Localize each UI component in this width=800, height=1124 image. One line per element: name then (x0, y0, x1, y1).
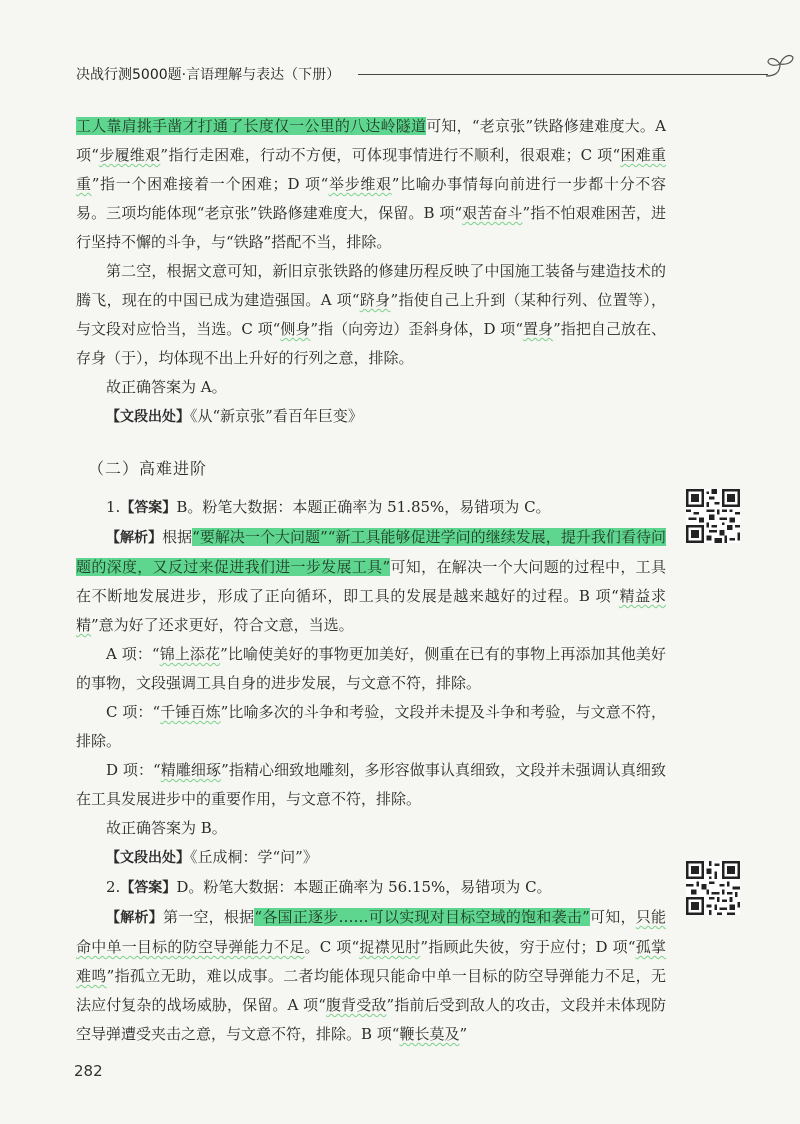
q1-option-a: A 项：“锦上添花”比喻使美好的事物更加美好，侧重在已有的事物上再添加其他美好的事物，文段强调工具自身的进步发展，与文意不符，排除。 (76, 645, 666, 692)
underlined-term: 腹背受敌 (325, 996, 387, 1014)
qr-code-q1[interactable] (686, 489, 740, 543)
underlined-term: 捉襟见肘 (359, 938, 421, 956)
q1-option-c: C 项：“千锤百炼”比喻多次的斗争和考验，文段并未提及斗争和考验，与文意不符，排除。 (76, 703, 667, 750)
page-content (76, 112, 666, 1049)
answer-label: 【答案】 (120, 500, 177, 516)
qr-code-icon (686, 861, 740, 915)
highlight: “各国正逐步……可以实现对目标空域的饱和袭击” (254, 908, 590, 926)
answer-line: 故正确答案为 A。 (106, 378, 227, 396)
underlined-term: 举步维艰 (328, 175, 392, 193)
page-number: 282 (74, 1062, 103, 1080)
underlined-term: 精雕细琢 (160, 761, 222, 779)
underlined-term: 鞭长莫及 (399, 1025, 460, 1043)
underlined-term: 步履维艰 (98, 146, 161, 164)
q1-option-d: D 项：“精雕细琢”指精心细致地雕刻，多形容做事认真细致，文段并未强调认真细致在工具发展进步中的重要作用，与文意不符，排除。 (76, 761, 666, 808)
qr-code-q2[interactable] (686, 861, 740, 915)
underlined-term: 侧身 (280, 320, 311, 338)
q1-answer: 1.【答案】B。粉笔大数据：本题正确率为 51.85%，易错项为 C。 (106, 498, 551, 516)
q2-analysis: 【解析】第一空，根据“各国正逐步……可以实现对目标空域的饱和袭击”可知，只能命中单一目标的防空导弹能力不足。C 项“捉襟见肘”指顾此失彼，穷于应付；D 项“孤掌难鸣”指孤立无助，难以成事。二者均能体现只能命中单一目标的防空导弹能力不足，无法应付复杂的战场威胁，保留。A 项“腹背受敌”指前后受到敌人的攻击，文段并未体现防空导弹遭受夹击之意，与文意不符，排除。B 项“鞭长莫及” (76, 908, 666, 1043)
sprout-icon (762, 46, 798, 82)
section-heading: （二）高难进阶 (88, 459, 208, 478)
answer-label: 【答案】 (120, 880, 177, 896)
underlined-term: 跻身 (359, 291, 391, 309)
source-line: 【文段出处】《从“新京张”看百年巨变》 (106, 407, 363, 425)
page-header (58, 64, 800, 88)
underlined-term: 置身 (523, 320, 554, 338)
source-label: 【文段出处】 (106, 850, 190, 866)
highlight: “要解决一个大问题”“新工具能够促进学问的继续发展，提升我们看待问题的深度，又反过来促进我们进一步发展工具” (76, 528, 666, 576)
highlight: 工人靠肩挑手凿才打通了长度仅一公里的八达岭隧道 (76, 117, 427, 135)
q1-source: 【文段出处】《丘成桐：学“问”》 (106, 848, 318, 866)
paragraph-2: 第二空，根据文意可知，新旧京张铁路的修建历程反映了中国施工装备与建造技术的腾飞，现在的中国已成为建造强国。A 项“跻身”指使自己上升到（某种行列、位置等），与文段对应恰当，当选。C 项“侧身”指（向旁边）歪斜身体，D 项“置身”指把自己放在、存身（于），均体现不出上升好的行列之意，排除。 (76, 262, 666, 367)
underlined-term: 艰苦奋斗 (462, 204, 523, 222)
q1-final-answer: 故正确答案为 B。 (106, 819, 227, 837)
qr-code-icon (686, 489, 740, 543)
underlined-term: 孤掌难鸣 (76, 938, 666, 985)
underlined-term: 锦上添花 (159, 645, 221, 663)
underlined-term: 千锤百炼 (160, 703, 221, 721)
underlined-term: 困难重重 (76, 146, 666, 193)
analysis-label: 【解析】 (106, 530, 163, 546)
paragraph-1: 工人靠肩挑手凿才打通了长度仅一公里的八达岭隧道可知，“老京张”铁路修建难度大。A 项“步履维艰”指行走困难，行动不方便，可体现事情进行不顺利，很艰难；C 项“困难重重”指一个困难接着一个困难；D 项“举步维艰”比喻办事情每向前进行一步都十分不容易。三项均能体现“老京张”铁路修建难度大，保留。B 项“艰苦奋斗”指不怕艰难困苦，进行坚持不懈的斗争，与“铁路”搭配不当，排除。 (76, 117, 666, 251)
underlined-term: 精益求精 (76, 587, 666, 634)
analysis-label: 【解析】 (106, 910, 163, 926)
q2-answer: 2.【答案】D。粉笔大数据：本题正确率为 56.15%，易错项为 C。 (106, 878, 552, 896)
book-title: 决战行测5000题·言语理解与表达（下册） (76, 67, 341, 83)
source-label: 【文段出处】 (106, 409, 190, 425)
q1-analysis: 【解析】根据“要解决一个大问题”“新工具能够促进学问的继续发展，提升我们看待问题的深度，又反过来促进我们进一步发展工具”可知，在解决一个大问题的过程中，工具在不断地发展进步，形成了正向循环，即工具的发展是越来越好的过程。B 项“精益求精”意为好了还求更好，符合文意，当选。 (76, 528, 666, 634)
header-rule (358, 74, 768, 75)
underlined-term: 只能命中单一目标的防空导弹能力不足 (76, 908, 666, 956)
